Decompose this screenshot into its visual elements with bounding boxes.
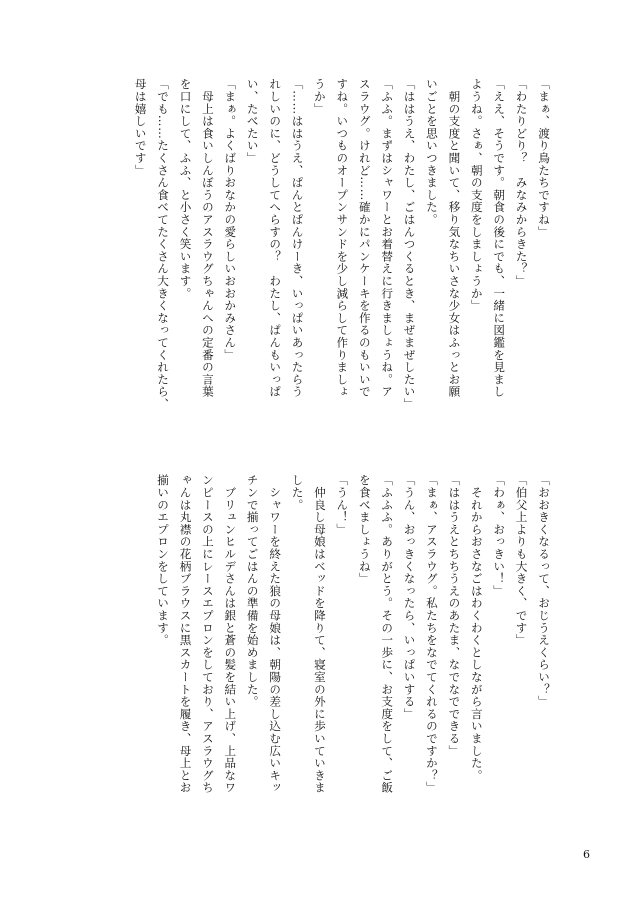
text-column: を食べましょうね」 <box>357 474 372 585</box>
text-column: 「うん、おっきくなったら、いっぱいする」 <box>402 474 417 720</box>
text-column: 「でも……たくさん食べてたくさん大きくなってくれたら、 <box>156 78 171 411</box>
text-column: い、たべたい」 <box>245 78 260 165</box>
text-column: ブリュンヒルデさんは銀と蒼の髪を結い上げ、上品なワ <box>223 474 238 794</box>
text-column: 「うん！」 <box>335 474 350 536</box>
text-column: いごとを思いつきました。 <box>424 78 439 226</box>
text-column: チンで揃ってごはんの準備を始めました。 <box>245 474 260 708</box>
text-column: 「まぁ。よくばりおなかの愛らしいおおかみさん」 <box>223 78 238 361</box>
text-column: 「わぁ、おっきい！」 <box>492 474 507 597</box>
page-number: 6 <box>583 848 590 861</box>
text-column: スラウグ。けれど……確かにパンケーキを作るのもいいで <box>357 78 372 398</box>
text-column: を口にして、ふふ、と小さく笑います。 <box>178 78 193 300</box>
text-column: れしいのに、どうしてへらすの？ わたし、ぱんもいっぱ <box>268 78 283 398</box>
text-column: それからおさなごはわくわくとしながら言いました。 <box>469 474 484 782</box>
text-column: 揃いのエプロンをしています。 <box>156 474 171 647</box>
text-column: うか」 <box>312 78 327 115</box>
text-column: 母上は食いしんぼうのアスラウグちゃんへの定番の言葉 <box>200 78 215 398</box>
text-column: 「まぁ、渡り鳥たちですね」 <box>537 78 551 238</box>
text-column: 「……ははうえ、ぱんとぱんけーき、いっぱいあったらう <box>290 78 305 398</box>
text-column: 仲良し母娘はベッドを降りて、寝室の外に歩いていきま <box>312 474 327 794</box>
text-column: ようね。さぁ、朝の支度をしましょうか」 <box>469 78 484 312</box>
text-column: シャワーを終えた狼の母娘は、朝陽の差し込む広いキッ <box>268 474 283 794</box>
lower-text-block <box>80 474 555 830</box>
text-column: ゃんは丸襟の花柄ブラウスに黒スカートを履き、母上とお <box>178 474 193 794</box>
text-column: 「伯父上よりも大きく、です」 <box>514 474 529 647</box>
text-column: 「ええ、そうです。朝食の後にでも、一緒に図鑑を見まし <box>492 78 507 398</box>
text-column: 「ふふ。まずはシャワーとお着替えに行きましょうね。ア <box>380 78 395 398</box>
text-column: 「ははうえ、わたし、ごはんつくるとき、まぜまぜしたい」 <box>402 78 417 411</box>
text-column: 朝の支度と聞いて、移り気なちいさな少女はふっとお願 <box>447 78 462 398</box>
text-column: 「わたりどり？ みなみからきた？」 <box>514 78 529 288</box>
text-column: 「まぁ、アスラウグ。私たちをなでてくれるのですか？」 <box>424 474 439 794</box>
text-column: 「おおきくなるって、おじうえくらい？」 <box>537 474 551 708</box>
text-column: した。 <box>290 474 305 511</box>
text-column: 「ははうえとちちうえのあたま、なでなでできる」 <box>447 474 462 757</box>
text-column: 「ふふふ。ありがとう。その一歩に、お支度をして、ご飯 <box>380 474 395 794</box>
text-column: ンピースの上にレースエプロンをしており、アスラウグち <box>200 474 215 794</box>
text-column: 母は嬉しいです」 <box>133 78 148 177</box>
upper-text-block <box>80 78 555 480</box>
text-column: すね。いつものオープンサンドを少し減らして作りましょ <box>335 78 350 398</box>
